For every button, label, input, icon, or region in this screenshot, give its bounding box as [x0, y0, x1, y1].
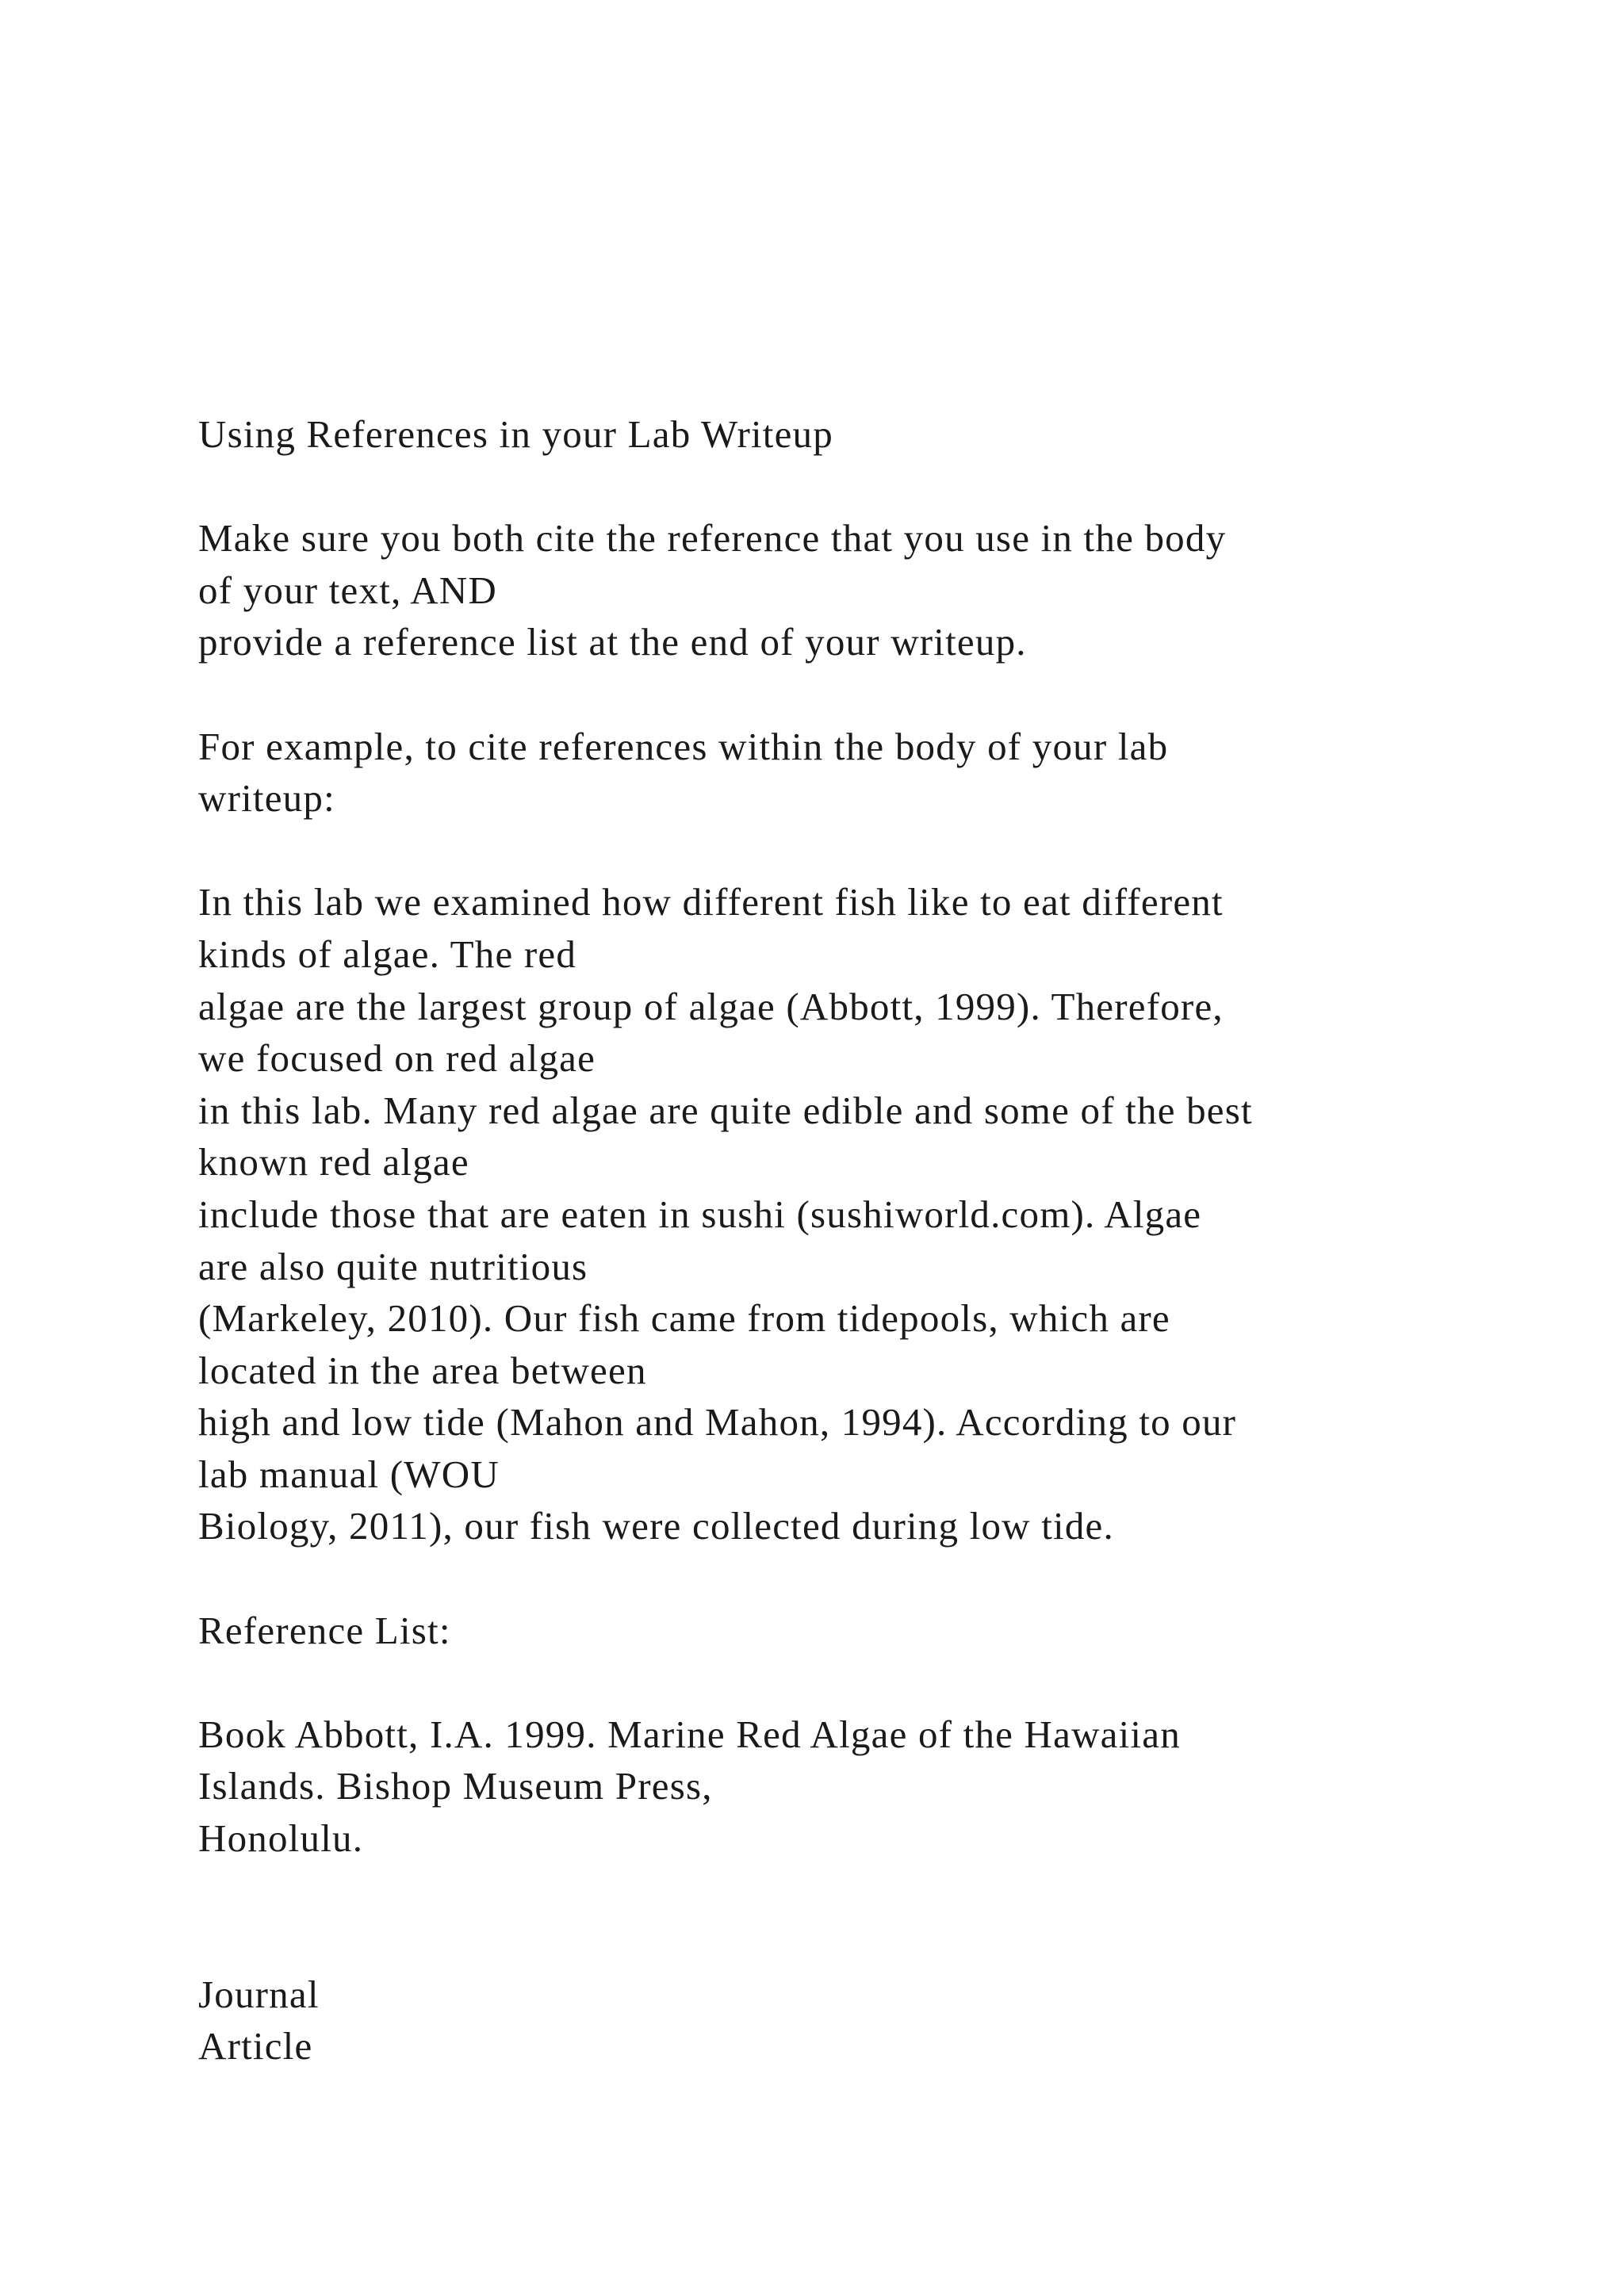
intro-line: of your text, AND: [198, 568, 497, 612]
document-body: [198, 408, 1546, 2072]
intro-line: Make sure you both cite the reference that you use in the body: [198, 516, 1227, 561]
example-intro-line: writeup:: [198, 776, 335, 821]
spacer: [198, 1865, 1546, 1917]
spacer: [198, 461, 1546, 513]
book-reference-line: Book Abbott, I.A. 1999. Marine Red Algae of the Hawaiian: [198, 1712, 1181, 1756]
example-paragraph: [198, 876, 1546, 1552]
example-line: known red algae: [198, 1140, 469, 1184]
journal-label-line: Article: [198, 2024, 313, 2068]
document-title: Using References in your Lab Writeup: [198, 412, 833, 456]
example-line: we focused on red algae: [198, 1036, 596, 1081]
intro-paragraph: [198, 512, 1546, 668]
example-line: (Markeley, 2010). Our fish came from tidepools, which are: [198, 1296, 1170, 1341]
example-intro-paragraph: [198, 721, 1546, 825]
book-reference-line: Islands. Bishop Museum Press,: [198, 1764, 713, 1808]
example-line: Biology, 2011), our fish were collected during low tide.: [198, 1504, 1114, 1548]
spacer: [198, 668, 1546, 721]
intro-line: provide a reference list at the end of your writeup.: [198, 620, 1027, 664]
example-line: located in the area between: [198, 1348, 647, 1392]
example-line: in this lab. Many red algae are quite edible and some of the best: [198, 1088, 1253, 1132]
spacer: [198, 1916, 1546, 1969]
book-reference: [198, 1709, 1546, 1865]
journal-label-line: Journal: [198, 1972, 320, 2016]
example-line: algae are the largest group of algae (Abbott, 1999). Therefore,: [198, 984, 1224, 1028]
example-intro-line: For example, to cite references within the body of your lab: [198, 724, 1169, 768]
reference-list-heading: Reference List:: [198, 1608, 451, 1652]
example-line: high and low tide (Mahon and Mahon, 1994). According to our: [198, 1400, 1237, 1445]
spacer: [198, 1552, 1546, 1605]
journal-article-label: [198, 1969, 1546, 2072]
example-line: In this lab we examined how different fish like to eat different: [198, 880, 1224, 924]
example-line: lab manual (WOU: [198, 1452, 500, 1496]
spacer: [198, 825, 1546, 877]
example-line: are also quite nutritious: [198, 1244, 588, 1288]
example-line: kinds of algae. The red: [198, 932, 577, 976]
book-reference-line: Honolulu.: [198, 1816, 364, 1861]
example-line: include those that are eaten in sushi (sushiworld.com). Algae: [198, 1192, 1202, 1236]
spacer: [198, 1656, 1546, 1709]
